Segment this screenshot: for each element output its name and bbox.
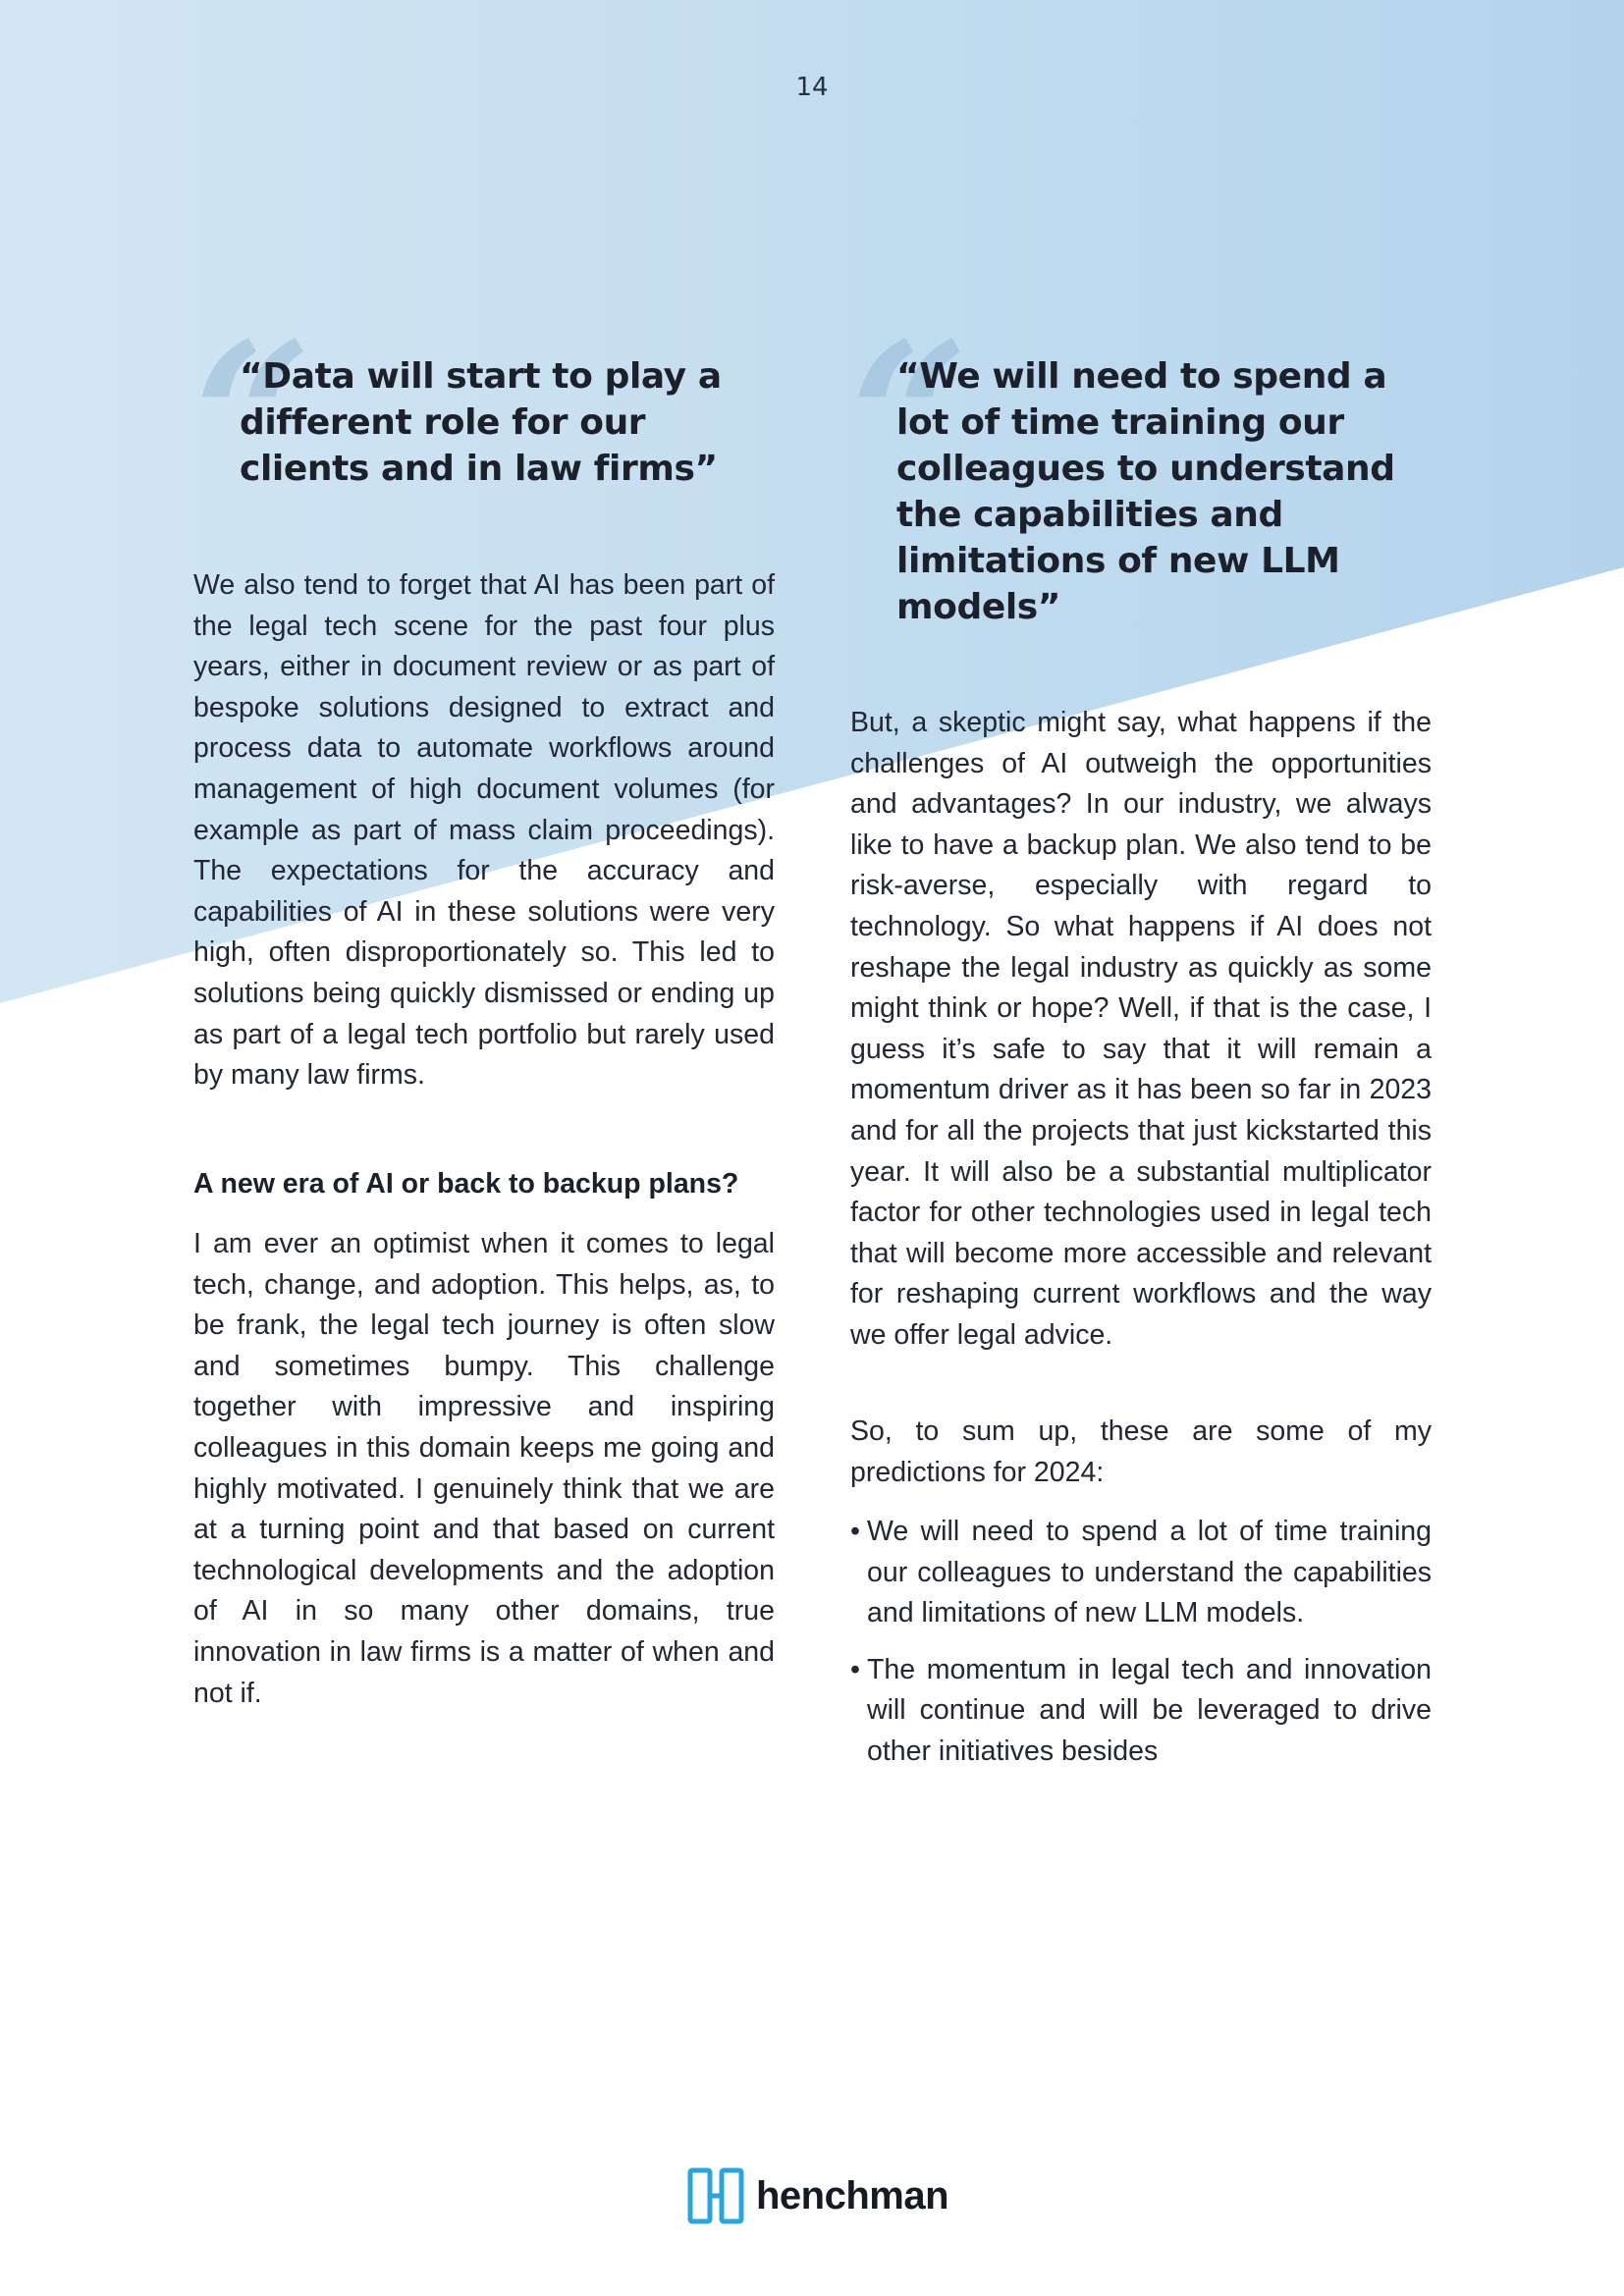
pull-quote-text: “Data will start to play a different role for our clients and in law firms”: [240, 356, 722, 489]
body-paragraph: We also tend to forget that AI has been part of the legal tech scene for the past four plus years, either in document review or as part of bespoke solutions designed to extract and process data to automate workflows around management of high document volumes (for example as part of mass claim proceedings). The expectations for the accuracy and capabilities of AI in these solutions were very high, often disproportionately so. This led to solutions being quickly dismissed or ending up as part of a legal tech portfolio but rarely used by many law firms.: [193, 569, 775, 1092]
henchman-logo-icon: [687, 2167, 744, 2224]
quote-mark-icon: “: [193, 297, 312, 540]
list-item-text: We will need to spend a lot of time training our colleagues to understand the capabilities and limitations of new LLM models.: [867, 1516, 1432, 1629]
bullet-icon: •: [850, 1653, 860, 1685]
section-heading: A new era of AI or back to backup plans?: [193, 1168, 739, 1200]
page-number: 14: [795, 73, 829, 102]
list-item: [850, 1512, 1432, 1634]
logo-wordmark: henchman: [756, 2173, 949, 2217]
body-paragraph: So, to sum up, these are some of my predictions for 2024:: [850, 1415, 1432, 1488]
henchman-logo: [687, 2167, 948, 2224]
predictions-list: [850, 1512, 1432, 1789]
body-paragraph: I am ever an optimist when it comes to legal tech, change, and adoption. This helps, as, to be frank, the legal tech journey is often slow and sometimes bumpy. This challenge together with impressive and inspiring colleagues in this domain keeps me going and highly motivated. I genuinely think that we are at a turning point and that based on current technological developments and the adoption of AI in so many other domains, true innovation in law firms is a matter of when and not if.: [193, 1228, 775, 1709]
quote-mark-icon: “: [850, 297, 969, 540]
list-item-text: The momentum in legal tech and innovation will continue and will be leveraged to drive other initiatives besides: [867, 1653, 1432, 1767]
body-paragraph: But, a skeptic might say, what happens if the challenges of AI outweigh the opportunities and advantages? In our industry, we always like to have a backup plan. We also tend to be risk-averse, especially with regard to technology. So what happens if AI does not reshape the legal industry as quickly as some might think or hope? Well, if that is the case, I guess it’s safe to say that it will remain a momentum driver as it has been so far in 2023 and for all the projects that just kickstarted this year. It will also be a substantial multiplicator factor for other technologies used in legal tech that will become more accessible and relevant for reshaping current workflows and the way we offer legal advice.: [850, 707, 1432, 1351]
pull-quote-right: [850, 297, 1439, 630]
pull-quote-left: [193, 297, 783, 540]
pull-quote-text: “We will need to spend a lot of time training our colleagues to understand the capabilities and limitations of new LLM models”: [896, 356, 1395, 627]
list-item: [850, 1650, 1432, 1773]
bullet-icon: •: [850, 1516, 860, 1547]
